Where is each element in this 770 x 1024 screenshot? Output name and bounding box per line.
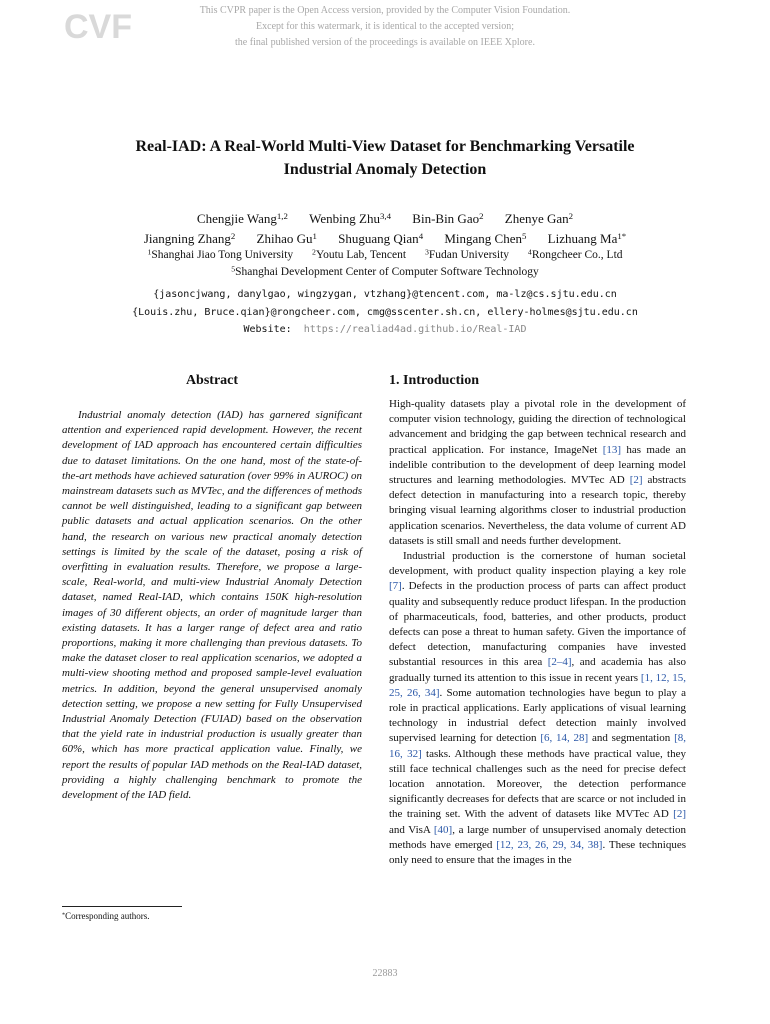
watermark-line-2: Except for this watermark, it is identical to the accepted version;	[256, 21, 514, 32]
author-affil-mark: 2	[568, 211, 574, 222]
affiliation-row-2	[60, 264, 710, 281]
author	[412, 211, 483, 226]
intro-text-run: abstracts defect detection in manufacturing into a research topic, thereby bringing visual learning algorithms closer to industrial production application scenarios. Nevertheless, the data volume of current AD datasets is still small and needs further development.	[389, 474, 686, 547]
affiliation-list	[60, 247, 710, 281]
citation-link[interactable]: [40]	[433, 823, 453, 836]
author-affil-mark: 1,2	[276, 211, 288, 222]
introduction-heading: 1. Introduction	[389, 373, 479, 388]
author	[257, 231, 317, 246]
author-row-1	[60, 209, 710, 229]
affiliation-name: Youtu Lab, Tencent	[315, 249, 407, 261]
footnote-mark: *	[62, 912, 66, 919]
intro-text-run: and segmentation	[588, 732, 675, 745]
citation-link[interactable]: [1, 12, 15, 25, 26, 34]	[389, 671, 686, 699]
author-name: Bin-Bin Gao	[412, 211, 480, 226]
citation-link[interactable]: [8, 16, 32]	[389, 732, 686, 760]
author	[144, 231, 235, 246]
intro-text-run: . Defects in the production process of parts can affect product quality and subsequently reduce product lifespan. In the production of pharmaceuticals, food, batteries, and other products, product defects can pose a threat to human safety. Given the importance of defect detection, manufacturing companies have invested substantial resources in this area	[389, 580, 686, 669]
watermark-line-1: This CVPR paper is the Open Access version, provided by the Computer Vision Foundation.	[199, 5, 571, 16]
website-line	[60, 321, 710, 339]
author-name: Lizhuang Ma	[547, 231, 618, 246]
footnote-rule	[62, 906, 182, 907]
author	[338, 231, 423, 246]
author-name: Chengjie Wang	[196, 211, 277, 226]
author-name: Mingang Chen	[444, 231, 522, 246]
author	[444, 231, 526, 246]
cvf-logo-text: CVF	[64, 8, 132, 44]
affiliation-name: Rongcheer Co., Ltd	[531, 249, 623, 261]
affiliation	[312, 249, 406, 261]
intro-text-run: , a large number of unsupervised anomaly detection methods have emerged	[389, 823, 687, 851]
abstract-body	[62, 408, 362, 803]
page-number: 22883	[372, 968, 398, 979]
footnote	[62, 910, 150, 922]
cvf-logo	[62, 4, 134, 44]
citation-link[interactable]: [13]	[602, 443, 622, 456]
contact-emails	[60, 286, 710, 339]
citation-link[interactable]: [7]	[389, 580, 402, 593]
website-link[interactable]: https://realiad4ad.github.io/Real-IAD	[303, 324, 527, 335]
author-name: Zhihao Gu	[256, 231, 313, 246]
author	[505, 211, 573, 226]
author-name: Wenbing Zhu	[309, 211, 380, 226]
affiliation	[528, 249, 623, 261]
watermark-line-3: the final published version of the proceedings is available on IEEE Xplore.	[235, 37, 535, 48]
author-affil-mark: 2	[479, 211, 484, 222]
author-row-2	[60, 229, 710, 249]
author	[197, 211, 288, 226]
affiliation-mark: 2	[312, 247, 316, 257]
website-label: Website:	[243, 324, 292, 335]
affiliation-mark: 3	[424, 247, 429, 257]
affiliation-mark: 4	[527, 247, 532, 257]
introduction-body	[389, 397, 686, 868]
author-affil-mark: 1*	[617, 231, 627, 242]
intro-text-run: High-quality datasets play a pivotal role in the development of computer vision technology, guiding the direction of technological advancement and bridging the gap between technical research and practical application. For instance, ImageNet	[389, 398, 686, 456]
affiliation-name: Shanghai Development Center of Computer Software Technology	[235, 266, 539, 278]
affiliation	[147, 249, 293, 261]
intro-text-run: . These techniques only need to ensure that the images in the	[389, 838, 686, 867]
author-list	[60, 209, 710, 249]
abstract-paragraph: Industrial anomaly detection (IAD) has garnered significant attention and experienced rapid development. However, the recent development of IAD approach has encountered certain difficulties due to dataset limitations. On the one hand, most of the state-of-the-art methods have achieved saturation (over 99% in AUROC) on mainstream datasets such as MVTec, and the differences of methods cannot be well distinguished, leading to a significant gap between public datasets and actual application scenarios. On the other hand, the research on various new practical anomaly detection settings is limited by the scale of the dataset, posing a risk of overfitting in evaluation results. Therefore, we propose a large-scale, Real-world, and multi-view Industrial Anomaly Detection dataset, named Real-IAD, which contains 150K high-resolution images of 30 different objects, an order of magnitude larger than existing datasets. It has a larger range of defect area and ratio proportions, making it more challenging than previous datasets. To make the dataset closer to real application scenarios, we adopted a multi-view shooting method and proposed sample-level evaluation metrics. In addition, beyond the general unsupervised anomaly detection setting, we propose a new setting for Fully Unsupervised Industrial Anomaly Detection (FUIAD) based on the observation that the yield rate in industrial production is usually greater than 60%, which has more practical application value. Finally, we report the results of popular IAD methods on the Real-IAD dataset, providing a highly challenging benchmark to promote the development of the IAD field.	[62, 409, 362, 802]
author-affil-mark: 2	[230, 231, 236, 242]
intro-text-run: . Some automation technologies have begun to play a role in practical applications. Early applications of visual learning technology in industrial defect detection mainly involved supervised learning for detection	[389, 686, 686, 745]
citation-link[interactable]: [6, 14, 28]	[540, 732, 589, 745]
intro-paragraph-2	[389, 549, 686, 868]
abstract-heading: Abstract	[185, 373, 239, 388]
affiliation	[231, 266, 539, 278]
author-affil-mark: 4	[418, 231, 424, 242]
citation-link[interactable]: [2]	[629, 474, 643, 487]
title-line-1: Real-IAD: A Real-World Multi-View Dataset for Benchmarking Versatile	[135, 138, 635, 155]
affiliation	[425, 249, 509, 261]
author-affil-mark: 1	[312, 231, 317, 242]
author-name: Jiangning Zhang	[143, 231, 231, 246]
citation-link[interactable]: [2–4]	[547, 656, 572, 669]
affiliation-row-1	[60, 247, 710, 264]
affiliation-name: Fudan University	[428, 249, 510, 261]
author-affil-mark: 5	[522, 231, 527, 242]
author-name: Shuguang Qian	[338, 231, 419, 246]
email-line-1: {jasoncjwang, danylgao, wingzygan, vtzhang}@tencent.com, ma-lz@cs.sjtu.edu.cn	[153, 289, 617, 300]
author	[548, 231, 627, 246]
affiliation-name: Shanghai Jiao Tong University	[151, 249, 294, 261]
paper-title	[60, 135, 710, 181]
author-affil-mark: 3,4	[379, 211, 392, 222]
intro-paragraph-1	[389, 397, 686, 549]
intro-text-run: Industrial production is the cornerstone of human societal development, with product quality inspection playing a key role	[389, 550, 686, 578]
author-name: Zhenye Gan	[504, 211, 569, 226]
affiliation-mark: 1	[147, 247, 152, 257]
watermark-notice	[150, 3, 620, 51]
affiliation-mark: 5	[231, 264, 236, 274]
author	[309, 211, 391, 226]
intro-text-run: tasks. Although these methods have practical value, they still face technical challenges such as the need for precise defect location annotation. Moreover, the detection performance significantly decreases for defects that are scarce or not included in the training set. With the advent of datasets like MVTec AD	[389, 747, 686, 821]
citation-link[interactable]: [12, 23, 26, 29, 34, 38]	[496, 838, 603, 851]
intro-text-run: and VisA	[389, 823, 434, 836]
title-line-2: Industrial Anomaly Detection	[283, 161, 487, 178]
citation-link[interactable]: [2]	[673, 808, 686, 821]
footnote-text: Corresponding authors.	[65, 911, 150, 921]
email-line-2: {Louis.zhu, Bruce.qian}@rongcheer.com, cmg@sscenter.sh.cn, ellery-holmes@sjtu.edu.cn	[132, 306, 638, 318]
intro-text-run: has made an indelible contribution to the development of deep learning model structures and learning methodologies. MVTec AD	[389, 443, 686, 487]
intro-text-run: , and academia has also gradually turned its attention to this issue in recent years	[389, 656, 686, 684]
